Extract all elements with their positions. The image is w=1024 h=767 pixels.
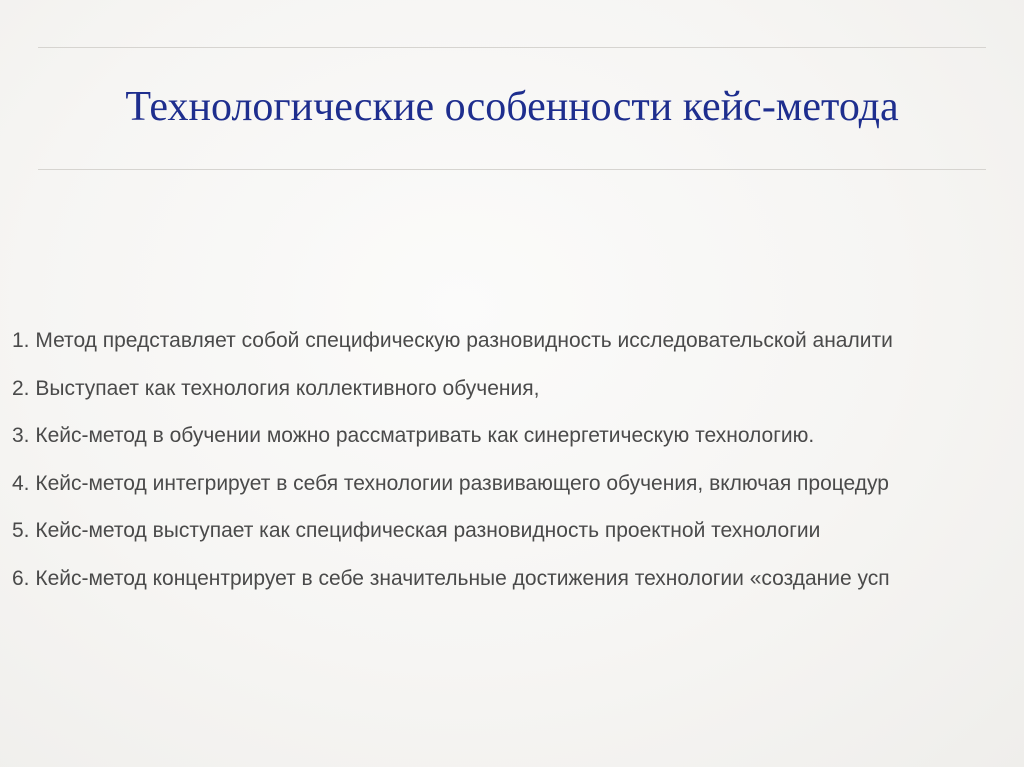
title-bottom-divider xyxy=(38,169,986,170)
list-item: 3. Кейс-метод в обучении можно рассматривать как синергетическую технологию. xyxy=(12,424,815,447)
list-item: 6. Кейс-метод концентрирует в себе значительные достижения технологии «создание усп xyxy=(12,566,890,590)
title-top-divider xyxy=(38,47,986,48)
slide-title: Технологические особенности кейс-метода xyxy=(125,84,899,130)
list-item: 4. Кейс-метод интегрирует в себя технологии развивающего обучения, включая процедур xyxy=(12,471,889,495)
list-item: 5. Кейс-метод выступает как специфическая разновидность проектной технологии xyxy=(12,519,821,542)
list-item: 1. Метод представляет собой специфическую разновидность исследовательской аналити xyxy=(12,329,893,352)
list-item: 2. Выступает как технология коллективного обучения, xyxy=(12,376,540,400)
feature-list xyxy=(12,317,1024,602)
